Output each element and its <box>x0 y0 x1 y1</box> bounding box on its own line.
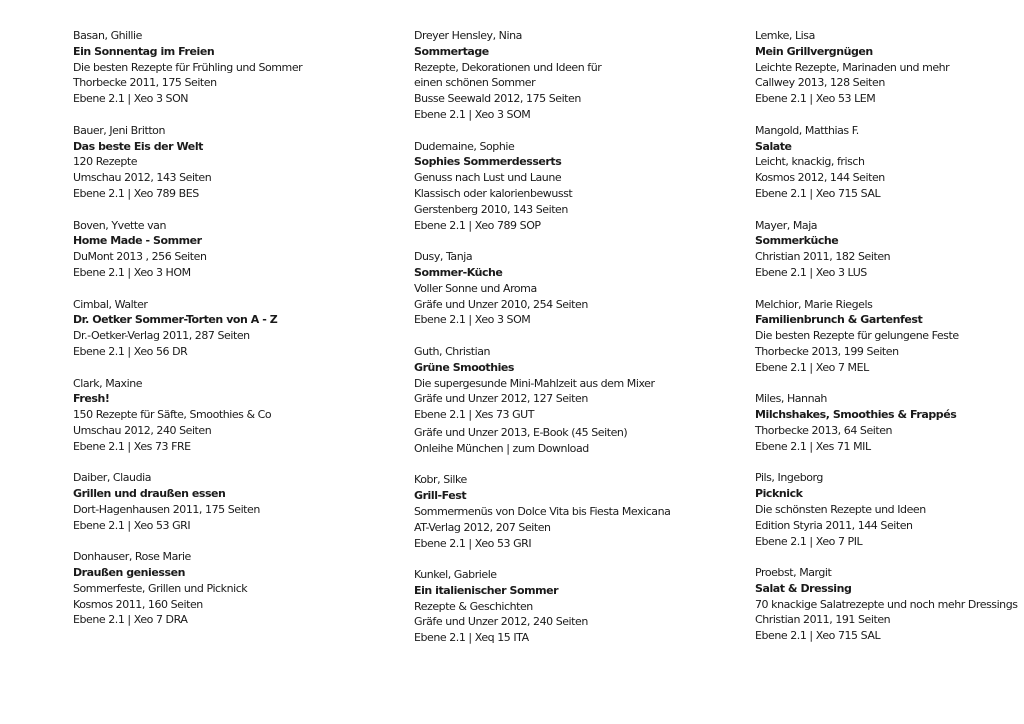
book-entry <box>73 376 373 455</box>
book-title: Sommer-Küche <box>414 265 503 279</box>
book-detail-line: Gräfe und Unzer 2010, 254 Seiten <box>414 297 588 311</box>
book-title: Grillen und draußen essen <box>73 487 226 501</box>
book-entry <box>755 28 1024 107</box>
book-detail-line: Leicht, knackig, frisch <box>755 155 865 169</box>
book-author: Clark, Maxine <box>73 376 143 390</box>
book-detail-line: Die supergesunde Mini-Mahlzeit aus dem Mixer <box>414 376 655 390</box>
book-author: Pils, Ingeborg <box>755 471 823 485</box>
book-author: Proebst, Margit <box>755 566 832 580</box>
book-detail-line: einen schönen Sommer <box>414 76 536 90</box>
book-detail-line: Ebene 2.1 | Xeo 53 GRI <box>414 536 532 550</box>
book-detail-line: AT-Verlag 2012, 207 Seiten <box>414 520 551 534</box>
book-title: Home Made - Sommer <box>73 234 202 248</box>
book-entry <box>414 139 714 234</box>
book-entry <box>755 297 1024 376</box>
book-author: Kunkel, Gabriele <box>414 568 497 582</box>
book-title: Dr. Oetker Sommer-Torten von A - Z <box>73 313 278 327</box>
book-title: Fresh! <box>73 392 110 406</box>
book-detail-line: Ebene 2.1 | Xeo 53 LEM <box>755 92 876 106</box>
book-title: Das beste Eis der Welt <box>73 139 203 153</box>
book-detail-line: Ebene 2.1 | Xeq 15 ITA <box>414 631 529 645</box>
book-author: Dusy, Tanja <box>414 250 473 264</box>
book-detail-line: Onleihe München | zum Download <box>414 441 589 455</box>
book-detail-line: Sommermenüs von Dolce Vita bis Fiesta Mexicana <box>414 504 671 518</box>
book-detail-line: Umschau 2012, 143 Seiten <box>73 171 212 185</box>
book-detail-line: Thorbecke 2013, 64 Seiten <box>755 423 893 437</box>
book-detail-line: Rezepte, Dekorationen und Ideen für <box>414 60 602 74</box>
book-detail-line: Ebene 2.1 | Xeo 789 SOP <box>414 218 541 232</box>
book-author: Melchior, Marie Riegels <box>755 297 873 311</box>
book-author: Lemke, Lisa <box>755 29 815 42</box>
book-author: Bauer, Jeni Britton <box>73 123 165 137</box>
book-entry <box>414 28 714 123</box>
book-title: Milchshakes, Smoothies & Frappés <box>755 408 957 422</box>
book-detail-line: Rezepte & Geschichten <box>414 599 533 613</box>
book-detail-line: 70 knackige Salatrezepte und noch mehr Dressings <box>755 597 1018 611</box>
book-detail-line: Thorbecke 2013, 199 Seiten <box>755 344 899 358</box>
book-detail-line: Ebene 2.1 | Xeo 7 DRA <box>73 613 188 627</box>
book-detail-line: Ebene 2.1 | Xeo 789 BES <box>73 186 199 200</box>
book-detail-line: Ebene 2.1 | Xeo 56 DR <box>73 344 188 358</box>
book-detail-line: Busse Seewald 2012, 175 Seiten <box>414 92 581 106</box>
book-detail-line: Kosmos 2012, 144 Seiten <box>755 171 885 185</box>
book-author: Boven, Yvette van <box>73 218 166 232</box>
book-title: Familienbrunch & Gartenfest <box>755 313 923 327</box>
book-detail-line: Umschau 2012, 240 Seiten <box>73 423 212 437</box>
book-detail-line: Voller Sonne und Aroma <box>414 281 537 295</box>
book-detail-line: Kosmos 2011, 160 Seiten <box>73 597 203 611</box>
book-detail-line: Die schönsten Rezepte und Ideen <box>755 502 926 516</box>
book-detail-line: Callwey 2013, 128 Seiten <box>755 76 885 90</box>
book-detail-line: Gerstenberg 2010, 143 Seiten <box>414 202 568 216</box>
book-entry <box>755 391 1024 454</box>
book-author: Basan, Ghillie <box>73 29 142 42</box>
book-title: Mein Grillvergnügen <box>755 44 873 58</box>
book-detail-line: Ebene 2.1 | Xeo 715 SAL <box>755 629 881 643</box>
book-title: Draußen geniessen <box>73 566 185 580</box>
book-entry <box>414 344 714 457</box>
book-detail-line: Thorbecke 2011, 175 Seiten <box>73 76 217 90</box>
book-author: Cimbal, Walter <box>73 297 148 311</box>
book-title: Sommertage <box>414 44 489 58</box>
book-author: Dudemaine, Sophie <box>414 139 515 153</box>
book-detail-line: Ebene 2.1 | Xeo 53 GRI <box>73 518 191 532</box>
book-detail-line: Klassisch oder kalorienbewusst <box>414 186 573 200</box>
book-detail-line: Die besten Rezepte für gelungene Feste <box>755 329 959 343</box>
book-author: Dreyer Hensley, Nina <box>414 29 522 42</box>
book-entry <box>755 470 1024 549</box>
book-entry <box>755 218 1024 281</box>
book-author: Kobr, Silke <box>414 473 467 487</box>
book-title: Sophies Sommerdesserts <box>414 155 562 169</box>
book-detail-line: 150 Rezepte für Säfte, Smoothies & Co <box>73 408 272 422</box>
book-detail-line: Christian 2011, 182 Seiten <box>755 250 891 264</box>
book-detail-line: Ebene 2.1 | Xeo 3 SOM <box>414 107 531 121</box>
book-entry <box>73 28 373 107</box>
column-2 <box>414 28 714 662</box>
book-entry <box>414 249 714 328</box>
book-detail-line: Leichte Rezepte, Marinaden und mehr <box>755 60 950 74</box>
book-detail-line: Ebene 2.1 | Xeo 7 MEL <box>755 360 869 374</box>
book-entry <box>73 297 373 360</box>
book-author: Mangold, Matthias F. <box>755 123 859 137</box>
book-title: Picknick <box>755 487 803 501</box>
book-author: Guth, Christian <box>414 344 491 358</box>
book-author: Mayer, Maja <box>755 218 818 232</box>
book-title: Grüne Smoothies <box>414 360 515 374</box>
column-1 <box>73 28 373 644</box>
book-detail-line: Dr.-Oetker-Verlag 2011, 287 Seiten <box>73 329 250 343</box>
book-author: Daiber, Claudia <box>73 471 152 485</box>
book-detail-line: Gräfe und Unzer 2013, E-Book (45 Seiten) <box>414 425 628 439</box>
book-title: Ein italienischer Sommer <box>414 583 559 597</box>
book-entry <box>755 123 1024 202</box>
book-detail-line: Edition Styria 2011, 144 Seiten <box>755 518 913 532</box>
book-detail-line: Ebene 2.1 | Xeo 7 PIL <box>755 534 863 548</box>
book-detail-line: Dort-Hagenhausen 2011, 175 Seiten <box>73 502 260 516</box>
book-detail-line: Ebene 2.1 | Xeo 3 SOM <box>414 313 531 327</box>
book-detail-line: DuMont 2013 , 256 Seiten <box>73 250 207 264</box>
book-title: Ein Sonnentag im Freien <box>73 44 215 58</box>
book-entry <box>73 549 373 628</box>
book-author: Miles, Hannah <box>755 392 827 406</box>
book-detail-line: Ebene 2.1 | Xes 73 FRE <box>73 439 191 453</box>
book-title: Sommerküche <box>755 234 839 248</box>
book-detail-line: Ebene 2.1 | Xeo 3 LUS <box>755 265 867 279</box>
book-title: Salat & Dressing <box>755 581 852 595</box>
book-detail-line: 120 Rezepte <box>73 155 138 169</box>
book-title: Salate <box>755 139 792 153</box>
book-detail-line: Ebene 2.1 | Xeo 3 SON <box>73 92 189 106</box>
book-detail-line: Ebene 2.1 | Xeo 3 HOM <box>73 265 191 279</box>
book-detail-line: Ebene 2.1 | Xes 73 GUT <box>414 408 535 422</box>
book-entry <box>73 470 373 533</box>
book-entry <box>755 565 1024 644</box>
column-3 <box>755 28 1024 660</box>
book-detail-line: Genuss nach Lust und Laune <box>414 171 562 185</box>
book-detail-line: Ebene 2.1 | Xes 71 MIL <box>755 439 871 453</box>
book-author: Donhauser, Rose Marie <box>73 550 191 564</box>
book-entry <box>414 567 714 646</box>
book-entry <box>414 472 714 551</box>
book-title: Grill-Fest <box>414 489 467 503</box>
book-entry <box>73 123 373 202</box>
book-entry <box>73 218 373 281</box>
book-detail-line: Die besten Rezepte für Frühling und Sommer <box>73 60 303 74</box>
book-detail-line: Gräfe und Unzer 2012, 127 Seiten <box>414 392 588 406</box>
book-detail-line: Gräfe und Unzer 2012, 240 Seiten <box>414 615 588 629</box>
book-detail-line: Christian 2011, 191 Seiten <box>755 613 891 627</box>
book-detail-line: Sommerfeste, Grillen und Picknick <box>73 581 248 595</box>
book-detail-line: Ebene 2.1 | Xeo 715 SAL <box>755 186 881 200</box>
